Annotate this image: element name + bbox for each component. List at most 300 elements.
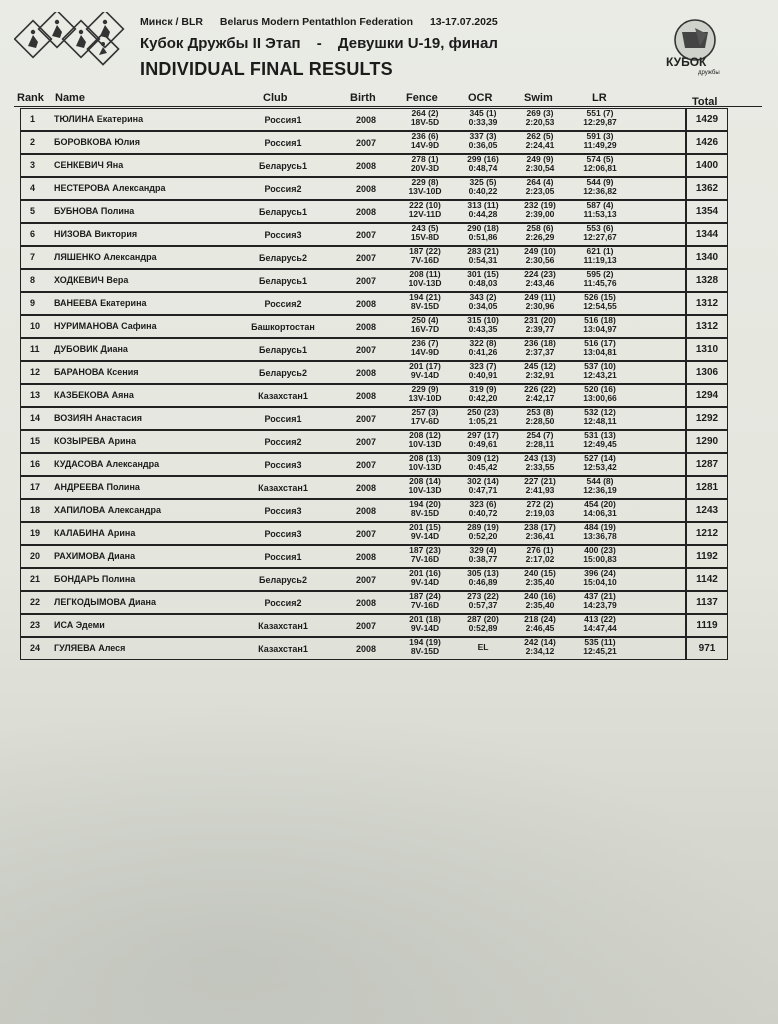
fence-points: 229 (9)	[411, 384, 439, 394]
swim-points: 258 (6)	[526, 223, 554, 233]
ocr-cell	[453, 477, 513, 495]
fence-points: 208 (13)	[409, 453, 441, 463]
fence-record: 10V-13D	[408, 485, 442, 495]
ocr-cell	[453, 643, 513, 652]
lr-points: 516 (17)	[584, 338, 616, 348]
lr-points: 587 (4)	[586, 200, 614, 210]
header-event-line	[140, 35, 510, 52]
swim-cell	[510, 546, 570, 564]
ocr-time: 0:48,03	[468, 278, 498, 288]
table-row	[0, 453, 778, 476]
lr-points: 595 (2)	[586, 269, 614, 279]
fence-cell	[395, 385, 455, 403]
lr-cell	[568, 109, 632, 127]
swim-points: 224 (23)	[524, 269, 556, 279]
fence-cell	[395, 224, 455, 242]
club-cell: Россия3	[264, 529, 302, 539]
ocr-points: 289 (19)	[467, 522, 499, 532]
name-cell: БАРАНОВА Ксения	[54, 367, 139, 377]
total-cell: 1426	[686, 131, 728, 154]
rank-cell: 15	[30, 436, 41, 446]
ocr-time: 0:40,22	[468, 186, 498, 196]
rank-cell: 6	[30, 229, 36, 239]
swim-cell	[510, 155, 570, 173]
lr-points: 413 (22)	[584, 614, 616, 624]
swim-time: 2:19,03	[525, 508, 555, 518]
swim-cell	[510, 500, 570, 518]
lr-time: 12:36,19	[583, 485, 617, 495]
swim-cell	[510, 178, 570, 196]
lr-cell	[568, 431, 632, 449]
table-row	[0, 476, 778, 499]
total-cell: 1310	[686, 338, 728, 361]
lr-time: 12:49,45	[583, 439, 617, 449]
swim-points: 264 (4)	[526, 177, 554, 187]
birth-cell: 2008	[355, 598, 377, 608]
lr-time: 14:47,44	[583, 623, 617, 633]
lr-points: 621 (1)	[586, 246, 614, 256]
ocr-points: 322 (8)	[469, 338, 497, 348]
swim-cell	[510, 293, 570, 311]
ocr-time: 0:54,31	[468, 255, 498, 265]
rank-cell: 14	[30, 413, 41, 423]
ocr-points: 323 (6)	[469, 499, 497, 509]
ocr-cell	[453, 615, 513, 633]
swim-cell	[510, 339, 570, 357]
fence-cell	[395, 592, 455, 610]
table-row	[0, 407, 778, 430]
swim-time: 2:46,45	[525, 623, 555, 633]
swim-points: 240 (16)	[524, 591, 556, 601]
ocr-cell	[453, 385, 513, 403]
fence-cell	[395, 546, 455, 564]
col-rank: Rank	[17, 92, 44, 104]
club-cell: Россия1	[264, 552, 302, 562]
swim-time: 2:28,11	[525, 439, 555, 449]
logo-cup-text: КУБОК	[666, 55, 707, 69]
swim-time: 2:30,96	[525, 301, 555, 311]
swim-time: 2:34,12	[525, 646, 555, 656]
ocr-points: 309 (12)	[467, 453, 499, 463]
fence-points: 201 (16)	[409, 568, 441, 578]
fence-cell	[395, 615, 455, 633]
fence-cell	[395, 293, 455, 311]
fence-record: 9V-14D	[410, 577, 440, 587]
total-cell: 1344	[686, 223, 728, 246]
ocr-cell	[453, 270, 513, 288]
fence-cell	[395, 477, 455, 495]
lr-cell	[568, 385, 632, 403]
swim-time: 2:41,93	[525, 485, 555, 495]
lr-points: 526 (15)	[584, 292, 616, 302]
swim-points: 240 (15)	[524, 568, 556, 578]
swim-time: 2:37,37	[525, 347, 555, 357]
lr-time: 14:23,79	[583, 600, 617, 610]
club-cell: Беларусь1	[259, 345, 307, 355]
swim-points: 272 (2)	[526, 499, 554, 509]
total-cell: 1354	[686, 200, 728, 223]
photo-shadow	[0, 700, 778, 1024]
fence-points: 236 (6)	[411, 131, 439, 141]
fence-points: 208 (12)	[409, 430, 441, 440]
ocr-points: 305 (13)	[467, 568, 499, 578]
ocr-points: 273 (22)	[467, 591, 499, 601]
lr-points: 484 (19)	[584, 522, 616, 532]
lr-points: 537 (10)	[584, 361, 616, 371]
pentathlon-logo	[14, 12, 126, 72]
fence-record: 12V-11D	[408, 209, 442, 219]
swim-points: 262 (5)	[526, 131, 554, 141]
ocr-time: 0:49,61	[468, 439, 498, 449]
lr-time: 12:45,21	[583, 646, 617, 656]
lr-points: 535 (11)	[584, 637, 616, 647]
total-cell: 1281	[686, 476, 728, 499]
club-cell: Россия2	[264, 299, 302, 309]
lr-time: 12:54,55	[583, 301, 617, 311]
lr-time: 12:48,11	[583, 416, 617, 426]
club-cell: Россия2	[264, 184, 302, 194]
swim-cell	[510, 201, 570, 219]
rank-cell: 8	[30, 275, 36, 285]
name-cell: ХАПИЛОВА Александра	[54, 505, 161, 515]
ocr-cell	[453, 339, 513, 357]
lr-cell	[568, 408, 632, 426]
fence-record: 14V-9D	[410, 140, 440, 150]
fence-record: 16V-7D	[410, 324, 440, 334]
lr-time: 11:45,76	[583, 278, 617, 288]
table-row	[0, 338, 778, 361]
ocr-cell	[453, 592, 513, 610]
lr-cell	[568, 132, 632, 150]
fence-cell	[395, 316, 455, 334]
table-row	[0, 269, 778, 292]
ocr-cell	[453, 178, 513, 196]
lr-points: 396 (24)	[584, 568, 616, 578]
fence-cell	[395, 178, 455, 196]
ocr-points: 299 (16)	[467, 154, 499, 164]
ocr-cell	[453, 109, 513, 127]
ocr-time: 0:48,74	[468, 163, 498, 173]
name-cell: ДУБОВИК Диана	[54, 344, 128, 354]
name-cell: ХОДКЕВИЧ Вера	[54, 275, 129, 285]
ocr-points: 290 (18)	[467, 223, 499, 233]
birth-cell: 2007	[355, 253, 377, 263]
header-divider	[14, 106, 762, 107]
fence-points: 236 (7)	[411, 338, 439, 348]
rank-cell: 22	[30, 597, 41, 607]
name-cell: БОНДАРЬ Полина	[54, 574, 136, 584]
swim-time: 2:39,77	[525, 324, 555, 334]
swim-time: 2:43,46	[525, 278, 555, 288]
ocr-time: 0:52,89	[468, 623, 498, 633]
name-cell: КАЛАБИНА Арина	[54, 528, 136, 538]
fence-record: 14V-9D	[410, 347, 440, 357]
lr-cell	[568, 247, 632, 265]
fence-record: 7V-16D	[410, 600, 440, 610]
rank-cell: 1	[30, 114, 36, 124]
swim-time: 2:30,54	[525, 163, 555, 173]
fence-record: 17V-6D	[410, 416, 440, 426]
ocr-time: 0:51,86	[468, 232, 498, 242]
birth-cell: 2007	[355, 529, 377, 539]
lr-cell	[568, 362, 632, 380]
birth-cell: 2008	[355, 644, 377, 654]
name-cell: НИЗОВА Виктория	[54, 229, 138, 239]
fence-points: 229 (8)	[411, 177, 439, 187]
fence-record: 18V-5D	[410, 117, 440, 127]
name-cell: КУДАСОВА Александра	[54, 459, 160, 469]
fence-points: 250 (4)	[411, 315, 439, 325]
swim-cell	[510, 431, 570, 449]
ocr-points: 315 (10)	[467, 315, 499, 325]
fence-record: 8V-15D	[410, 508, 440, 518]
birth-cell: 2008	[355, 161, 377, 171]
lr-cell	[568, 615, 632, 633]
lr-time: 11:19,13	[583, 255, 617, 265]
swim-points: 249 (10)	[524, 246, 556, 256]
fence-record: 13V-10D	[408, 393, 442, 403]
ocr-time: 1:05,21	[468, 416, 498, 426]
ocr-time: 0:42,20	[468, 393, 498, 403]
swim-points: 249 (11)	[524, 292, 556, 302]
ocr-time: 0:40,72	[468, 508, 498, 518]
lr-time: 12:36,82	[583, 186, 617, 196]
table-row	[0, 591, 778, 614]
swim-cell	[510, 592, 570, 610]
lr-time: 12:27,67	[583, 232, 617, 242]
lr-cell	[568, 178, 632, 196]
total-cell: 1212	[686, 522, 728, 545]
rank-cell: 24	[30, 643, 41, 653]
swim-cell	[510, 224, 570, 242]
total-cell: 1312	[686, 292, 728, 315]
birth-cell: 2007	[355, 138, 377, 148]
swim-cell	[510, 569, 570, 587]
ocr-cell	[453, 132, 513, 150]
table-row	[0, 177, 778, 200]
swim-time: 2:36,41	[525, 531, 555, 541]
name-cell: БОРОВКОВА Юлия	[54, 137, 140, 147]
ocr-cell	[453, 523, 513, 541]
swim-time: 2:33,55	[525, 462, 555, 472]
birth-cell: 2008	[355, 483, 377, 493]
ocr-cell	[453, 247, 513, 265]
fence-record: 13V-10D	[408, 186, 442, 196]
swim-time: 2:23,05	[525, 186, 555, 196]
swim-points: 245 (12)	[524, 361, 556, 371]
table-row	[0, 430, 778, 453]
lr-points: 531 (13)	[584, 430, 616, 440]
fence-points: 187 (22)	[409, 246, 441, 256]
club-cell: Беларусь2	[259, 368, 307, 378]
fence-cell	[395, 247, 455, 265]
fence-points: 208 (11)	[409, 269, 441, 279]
fence-points: 194 (21)	[409, 292, 441, 302]
club-cell: Россия2	[264, 437, 302, 447]
club-cell: Беларусь1	[259, 161, 307, 171]
fence-points: 278 (1)	[411, 154, 439, 164]
swim-points: 242 (14)	[524, 637, 556, 647]
lr-time: 11:53,13	[583, 209, 617, 219]
fence-record: 9V-14D	[410, 370, 440, 380]
lr-points: 520 (16)	[584, 384, 616, 394]
lr-points: 551 (7)	[586, 108, 614, 118]
table-row	[0, 246, 778, 269]
lr-cell	[568, 500, 632, 518]
lr-cell	[568, 224, 632, 242]
lr-cell	[568, 569, 632, 587]
ocr-time: 0:45,42	[468, 462, 498, 472]
table-row	[0, 108, 778, 131]
swim-time: 2:17,02	[525, 554, 555, 564]
name-cell: КОЗЫРЕВА Арина	[54, 436, 136, 446]
lr-cell	[568, 592, 632, 610]
lr-points: 437 (21)	[584, 591, 616, 601]
birth-cell: 2008	[355, 184, 377, 194]
name-cell: РАХИМОВА Диана	[54, 551, 136, 561]
swim-points: 238 (17)	[524, 522, 556, 532]
ocr-points: 345 (1)	[469, 108, 497, 118]
ocr-cell	[453, 408, 513, 426]
ocr-points: 325 (5)	[469, 177, 497, 187]
header-info-line	[140, 16, 512, 28]
lr-points: 544 (9)	[586, 177, 614, 187]
swim-points: 218 (24)	[524, 614, 556, 624]
swim-points: 249 (9)	[526, 154, 554, 164]
birth-cell: 2008	[355, 322, 377, 332]
friendship-cup-logo	[662, 16, 732, 76]
ocr-points: 337 (3)	[469, 131, 497, 141]
lr-cell	[568, 270, 632, 288]
table-row	[0, 637, 778, 660]
total-cell: 1400	[686, 154, 728, 177]
ocr-time: 0:40,91	[468, 370, 498, 380]
name-cell: ЛЯШЕНКО Александра	[54, 252, 157, 262]
ocr-cell	[453, 293, 513, 311]
club-cell: Россия3	[264, 460, 302, 470]
ocr-cell	[453, 546, 513, 564]
total-cell: 1362	[686, 177, 728, 200]
ocr-points: 343 (2)	[469, 292, 497, 302]
rank-cell: 23	[30, 620, 41, 630]
total-cell: 971	[686, 637, 728, 660]
lr-time: 12:06,81	[583, 163, 617, 173]
col-total: Total	[692, 96, 718, 108]
name-cell: НЕСТЕРОВА Александра	[54, 183, 166, 193]
swim-points: 254 (7)	[526, 430, 554, 440]
ocr-time: 0:46,89	[468, 577, 498, 587]
club-cell: Россия1	[264, 414, 302, 424]
swim-cell	[510, 385, 570, 403]
col-lr: LR	[592, 92, 607, 104]
birth-cell: 2008	[355, 391, 377, 401]
birth-cell: 2008	[355, 506, 377, 516]
birth-cell: 2008	[355, 115, 377, 125]
rank-cell: 11	[30, 344, 40, 354]
swim-cell	[510, 109, 570, 127]
ocr-cell	[453, 500, 513, 518]
name-cell: ВОЗИЯН Анастасия	[54, 413, 143, 423]
fence-cell	[395, 339, 455, 357]
page-title: INDIVIDUAL FINAL RESULTS	[140, 59, 393, 79]
lr-cell	[568, 293, 632, 311]
table-row	[0, 545, 778, 568]
lr-time: 13:04,97	[583, 324, 617, 334]
fence-cell	[395, 155, 455, 173]
lr-points: 553 (6)	[586, 223, 614, 233]
swim-time: 2:20,53	[525, 117, 555, 127]
fence-record: 10V-13D	[408, 439, 442, 449]
club-cell: Россия1	[264, 138, 302, 148]
total-cell: 1429	[686, 108, 728, 131]
ocr-points: 319 (9)	[469, 384, 497, 394]
fence-cell	[395, 431, 455, 449]
ocr-time: 0:34,05	[468, 301, 498, 311]
club-cell: Беларусь1	[259, 207, 307, 217]
name-cell: ТЮЛИНА Екатерина	[54, 114, 144, 124]
ocr-time: 0:43,35	[468, 324, 498, 334]
lr-cell	[568, 339, 632, 357]
swim-points: 231 (20)	[524, 315, 556, 325]
total-cell: 1312	[686, 315, 728, 338]
lr-cell	[568, 523, 632, 541]
fence-cell	[395, 270, 455, 288]
ocr-time: 0:41,26	[468, 347, 498, 357]
ocr-cell	[453, 431, 513, 449]
swim-cell	[510, 615, 570, 633]
lr-points: 574 (5)	[586, 154, 614, 164]
table-row	[0, 499, 778, 522]
name-cell: АНДРЕЕВА Полина	[54, 482, 140, 492]
ocr-time: 0:57,37	[468, 600, 498, 610]
swim-points: 232 (19)	[524, 200, 556, 210]
total-cell: 1294	[686, 384, 728, 407]
fence-points: 201 (17)	[409, 361, 441, 371]
lr-points: 591 (3)	[586, 131, 614, 141]
club-cell: Казахстан1	[258, 621, 308, 631]
swim-cell	[510, 408, 570, 426]
lr-time: 15:04,10	[583, 577, 617, 587]
rank-cell: 20	[30, 551, 41, 561]
fence-points: 264 (2)	[411, 108, 439, 118]
swim-points: 276 (1)	[526, 545, 554, 555]
swim-points: 269 (3)	[526, 108, 554, 118]
fence-record: 15V-8D	[410, 232, 440, 242]
logo-cup-subtext: дружбы	[698, 70, 720, 76]
swim-time: 2:24,41	[525, 140, 555, 150]
ocr-points: 301 (15)	[467, 269, 499, 279]
swim-points: 226 (22)	[524, 384, 556, 394]
lr-cell	[568, 638, 632, 656]
club-cell: Россия1	[264, 115, 302, 125]
swim-time: 2:35,40	[525, 577, 555, 587]
fence-record: 20V-3D	[410, 163, 440, 173]
swim-cell	[510, 132, 570, 150]
swim-cell	[510, 316, 570, 334]
ocr-cell	[453, 569, 513, 587]
birth-cell: 2008	[355, 552, 377, 562]
rank-cell: 13	[30, 390, 41, 400]
ocr-cell	[453, 155, 513, 173]
fence-points: 257 (3)	[411, 407, 439, 417]
birth-cell: 2007	[355, 345, 377, 355]
total-cell: 1243	[686, 499, 728, 522]
birth-cell: 2008	[355, 207, 377, 217]
ocr-points: 313 (11)	[467, 200, 499, 210]
fence-cell	[395, 569, 455, 587]
name-cell: ВАНЕЕВА Екатерина	[54, 298, 147, 308]
ocr-cell	[453, 224, 513, 242]
